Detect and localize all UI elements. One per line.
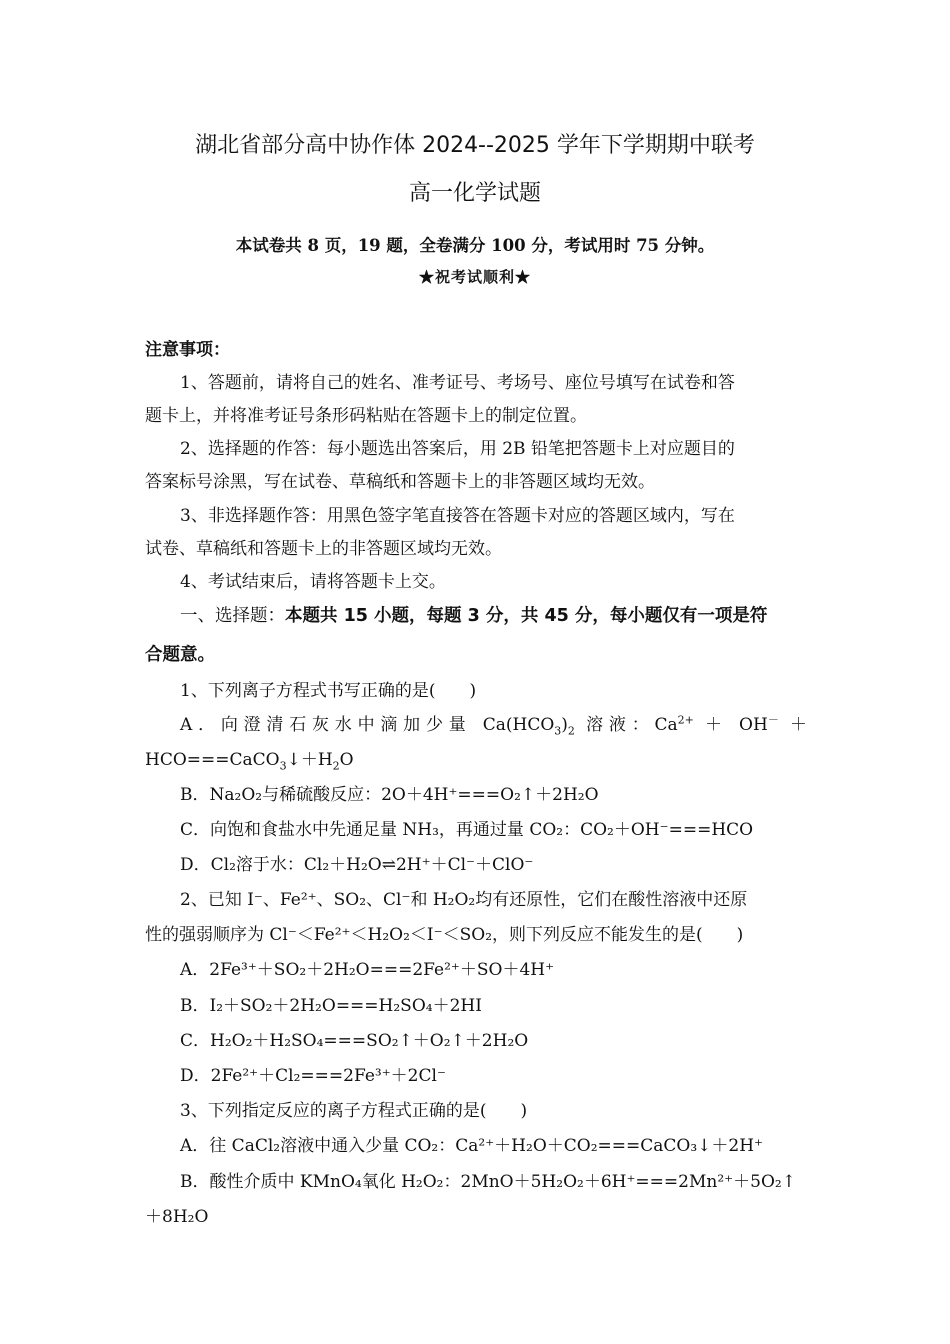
exam-info: 本试卷共 8 页，19 题，全卷满分 100 分，考试用时 75 分钟。 xyxy=(235,236,715,255)
section-instructions: 本题共 15 小题，每题 3 分，共 45 分，每小题仅有一项是符 xyxy=(285,606,768,626)
q1-option-b: B．Na₂O₂与稀硫酸反应：2O＋4H⁺===O₂↑＋2H₂O xyxy=(180,785,599,805)
q3-option-b-cont: ＋8H₂O xyxy=(145,1207,209,1227)
note-2-line2: 答案标号涂黑，写在试卷、草稿纸和答题卡上的非答题区域均无效。 xyxy=(145,472,655,492)
section-heading-line1 xyxy=(180,604,807,628)
q3-option-a: A．往 CaCl₂溶液中通入少量 CO₂：Ca²⁺＋H₂O＋CO₂===CaCO₃↓＋2H⁺ xyxy=(180,1136,764,1156)
section-heading-line2: 合题意。 xyxy=(145,645,215,665)
q3-stem: 3、下列指定反应的离子方程式正确的是( ) xyxy=(180,1101,528,1121)
q3-option-b: B．酸性介质中 KMnO₄氧化 H₂O₂：2MnO＋5H₂O₂＋6H⁺===2Mn²⁺＋5O₂↑ xyxy=(180,1172,796,1192)
note-4: 4、考试结束后，请将答题卡上交。 xyxy=(180,572,446,592)
notes-heading: 注意事项： xyxy=(145,340,230,360)
good-luck-line: ★祝考试顺利★ xyxy=(418,268,531,286)
section-prefix: 一、选择题： xyxy=(180,606,285,626)
q1-stem: 1、下列离子方程式书写正确的是( ) xyxy=(180,681,477,701)
q1-option-a-line1: A．向澄清石灰水中滴加少量 $Ca(HCO_3)_2$ 溶液：$Ca^{2+} + OH^-$ ＋ xyxy=(180,713,808,738)
q2-option-a: A．2Fe³⁺＋SO₂＋2H₂O===2Fe²⁺＋SO＋4H⁺ xyxy=(180,960,555,980)
exam-title: 湖北省部分高中协作体 2024--2025 学年下学期期中联考 xyxy=(195,133,755,158)
note-2-line1: 2、选择题的作答：每小题选出答案后，用 2B 铅笔把答题卡上对应题目的 xyxy=(180,439,735,459)
q2-option-d: D．2Fe²⁺＋Cl₂===2Fe³⁺＋2Cl⁻ xyxy=(180,1066,446,1086)
note-3-line1: 3、非选择题作答：用黑色签字笔直接答在答题卡对应的答题区域内，写在 xyxy=(180,506,735,526)
note-1-line2: 题卡上，并将准考证号条形码粘贴在答题卡上的制定位置。 xyxy=(145,406,587,426)
note-3-line2: 试卷、草稿纸和答题卡上的非答题区域均无效。 xyxy=(145,539,502,559)
q2-option-b: B．I₂＋SO₂＋2H₂O===H₂SO₄＋2HI xyxy=(180,996,482,1016)
q2-stem-line1: 2、已知 I⁻、Fe²⁺、SO₂、Cl⁻和 H₂O₂均有还原性，它们在酸性溶液中还原 xyxy=(180,890,748,910)
q1-option-c: C．向饱和食盐水中先通足量 NH₃，再通过量 CO₂：CO₂＋OH⁻===HCO xyxy=(180,820,754,840)
q2-stem-line2: 性的强弱顺序为 Cl⁻＜Fe²⁺＜H₂O₂＜I⁻＜SO₂，则下列反应不能发生的是( ) xyxy=(145,925,744,945)
note-1-line1: 1、答题前，请将自己的姓名、准考证号、考场号、座位号填写在试卷和答 xyxy=(180,373,735,393)
q1-option-d: D．Cl₂溶于水：Cl₂＋H₂O⇌2H⁺＋Cl⁻＋ClO⁻ xyxy=(180,855,534,875)
q2-option-c: C．H₂O₂＋H₂SO₄===SO₂↑＋O₂↑＋2H₂O xyxy=(180,1031,529,1051)
exam-subtitle: 高一化学试题 xyxy=(408,181,541,206)
q1-option-a-line2: $HCO===CaCO_3↓+H_2O$ xyxy=(145,750,354,773)
